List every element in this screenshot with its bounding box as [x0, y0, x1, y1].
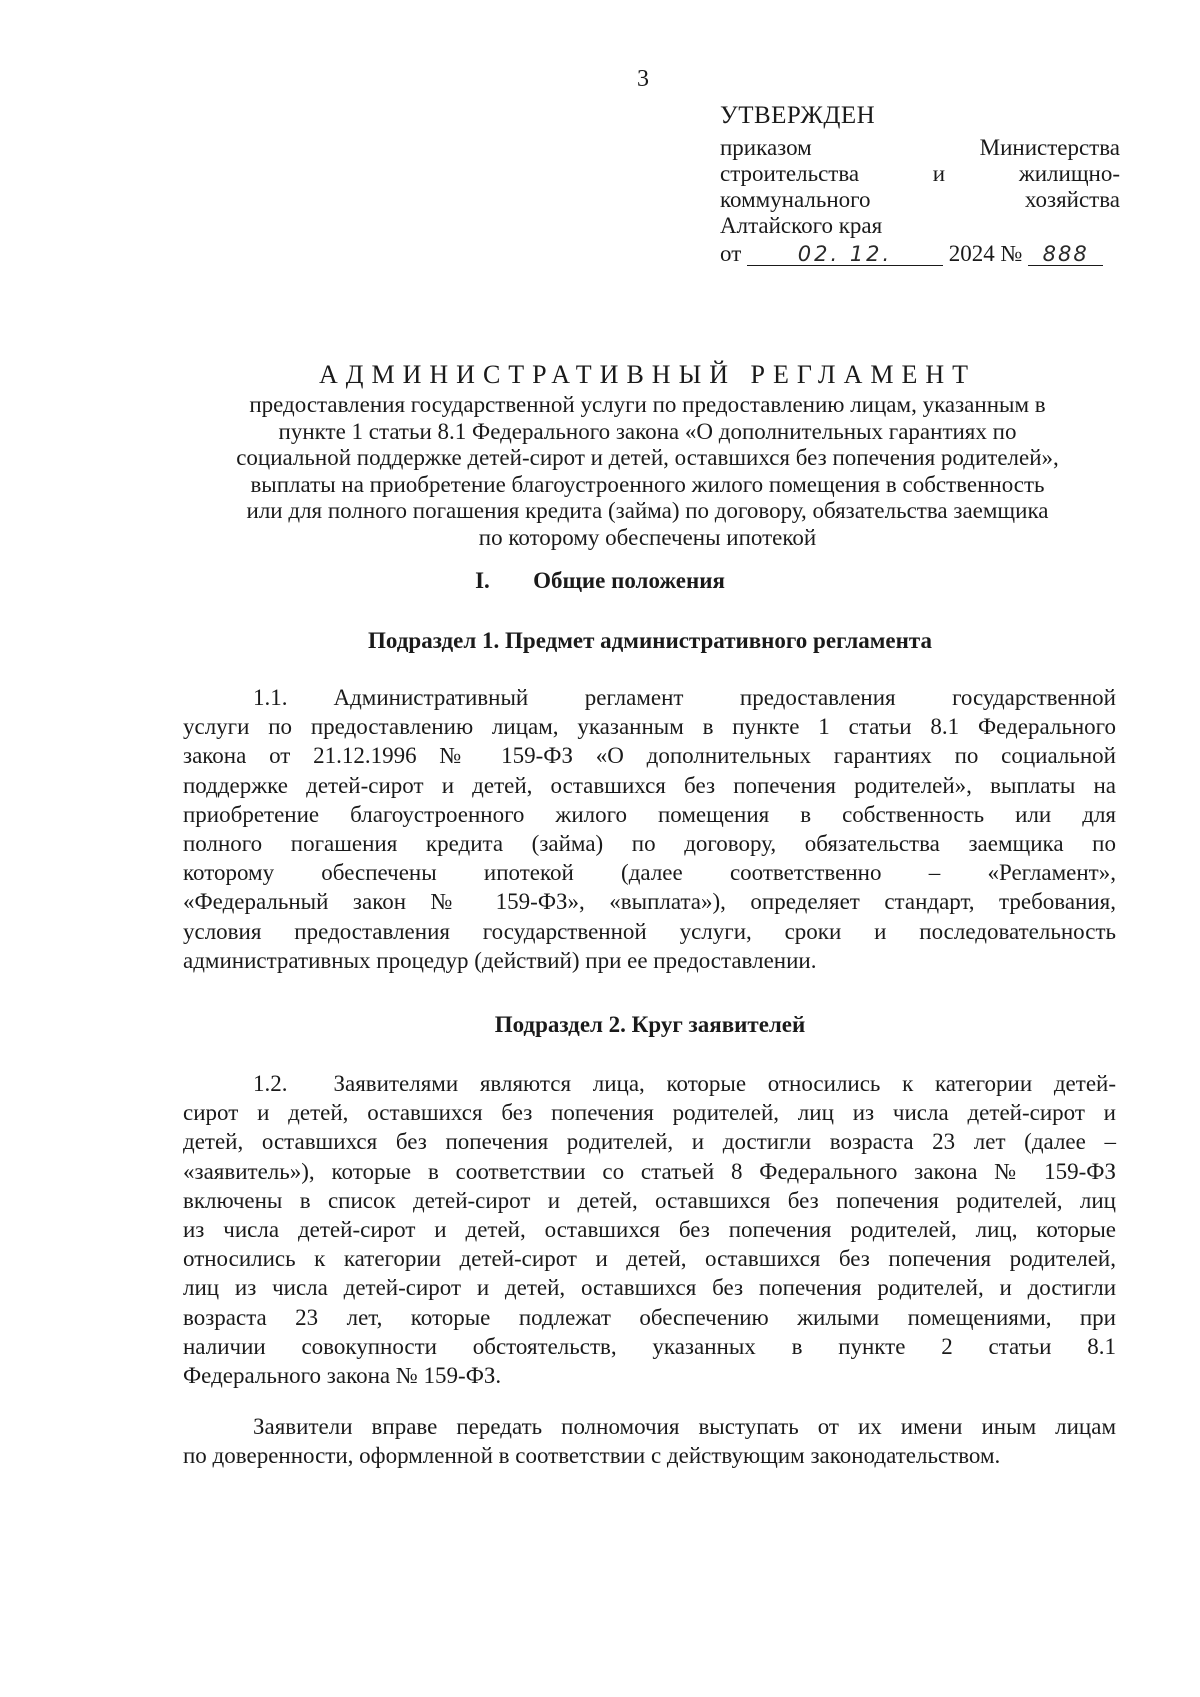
- paragraph-line: Федерального закона № 159-ФЗ.: [183, 1363, 502, 1389]
- paragraph-line: административных процедур (действий) при ее предоставлении.: [183, 947, 817, 973]
- paragraph-line: которому обеспечены ипотекой (далее соответственно – «Регламент»,: [183, 860, 1116, 886]
- paragraph-line: относились к категории детей-сирот и детей, оставшихся без попечения родителей,: [183, 1246, 1116, 1272]
- paragraph-line: по доверенности, оформленной в соответствии с действующим законодательством.: [183, 1443, 1001, 1469]
- paragraph-1-2: [183, 1069, 1116, 1390]
- title-subtitle-line: пункте 1 статьи 8.1 Федерального закона «О дополнительных гарантиях по: [278, 418, 1017, 444]
- paragraph-applicants-proxy: [183, 1412, 1116, 1470]
- handwritten-date: 02. 12.: [747, 243, 943, 266]
- title-subtitle-line: или для полного погашения кредита (займа) по договору, обязательства заемщика: [246, 498, 1049, 523]
- section-number: I.: [475, 568, 490, 593]
- title-subtitle-line: социальной поддержке детей-сирот и детей, оставшихся без попечения родителей»,: [236, 445, 1059, 470]
- approval-line: строительства и жилищно-: [720, 161, 1120, 186]
- paragraph-line: поддержке детей-сирот и детей, оставшихся без попечения родителей», выплаты на: [183, 772, 1116, 798]
- paragraph-1-1: [183, 683, 1116, 975]
- handwritten-order-number: 888: [1028, 243, 1103, 266]
- title-subtitle-line: по которому обеспечены ипотекой: [478, 524, 817, 550]
- approval-heading: УТВЕРЖДЕН: [720, 102, 876, 129]
- paragraph-line: возраста 23 лет, которые подлежат обеспечению жилыми помещениями, при: [183, 1304, 1116, 1330]
- date-prefix: от: [720, 241, 742, 266]
- paragraph-line: «Федеральный закон № 159-ФЗ», «выплата»), определяет стандарт, требования,: [183, 889, 1116, 915]
- section-heading-general: [0, 568, 1200, 594]
- paragraph-line: 1.1. Административный регламент предоставления государственной: [253, 685, 1116, 710]
- subsection-heading-1: Подраздел 1. Предмет административного регламента: [368, 628, 932, 653]
- title-subtitle-line: предоставления государственной услуги по предоставлению лицам, указанным в: [249, 392, 1046, 417]
- approval-date-line: [720, 241, 1120, 267]
- title-subtitle-line: выплаты на приобретение благоустроенного жилого помещения в собственность: [250, 471, 1045, 497]
- paragraph-line: полного погашения кредита (займа) по договору, обязательства заемщика по: [183, 831, 1116, 857]
- order-year: 2024 №: [948, 241, 1023, 266]
- paragraph-line: закона от 21.12.1996 № 159-ФЗ «О дополнительных гарантиях по социальной: [183, 743, 1116, 769]
- page-number: 3: [637, 66, 649, 92]
- paragraph-line: приобретение благоустроенного жилого помещения в собственность или для: [183, 801, 1116, 827]
- paragraph-line: наличии совокупности обстоятельств, указанных в пункте 2 статьи 8.1: [183, 1333, 1116, 1359]
- paragraph-line: условия предоставления государственной услуги, сроки и последовательность: [183, 918, 1116, 944]
- paragraph-line: услуги по предоставлению лицам, указанным в пункте 1 статьи 8.1 Федерального: [183, 714, 1116, 740]
- paragraph-line: детей, оставшихся без попечения родителей, и достигли возраста 23 лет (далее –: [183, 1129, 1116, 1155]
- paragraph-line: лиц из числа детей-сирот и детей, оставшихся без попечения родителей, и достигли: [183, 1275, 1116, 1301]
- title-main: АДМИНИСТРАТИВНЫЙ РЕГЛАМЕНТ: [318, 360, 977, 389]
- paragraph-line: сирот и детей, оставшихся без попечения родителей, лиц из числа детей-сирот и: [183, 1100, 1116, 1126]
- approval-line: приказом Министерства: [720, 135, 1120, 160]
- approval-line: Алтайского края: [720, 213, 883, 238]
- paragraph-line: включены в список детей-сирот и детей, оставшихся без попечения родителей, лиц: [183, 1187, 1116, 1213]
- paragraph-line: Заявители вправе передать полномочия выступать от их имени иным лицам: [253, 1414, 1116, 1439]
- subsection-heading-2: Подраздел 2. Круг заявителей: [494, 1012, 806, 1037]
- section-title: Общие положения: [533, 568, 725, 593]
- paragraph-line: «заявитель»), которые в соответствии со статьей 8 Федерального закона № 159-ФЗ: [183, 1158, 1116, 1184]
- paragraph-line: из числа детей-сирот и детей, оставшихся без попечения родителей, лиц, которые: [183, 1217, 1116, 1243]
- document-title: [180, 360, 1115, 551]
- paragraph-line: 1.2. Заявителями являются лица, которые относились к категории детей-: [253, 1071, 1116, 1096]
- approval-block: [720, 103, 1120, 267]
- approval-line: коммунального хозяйства: [720, 187, 1120, 212]
